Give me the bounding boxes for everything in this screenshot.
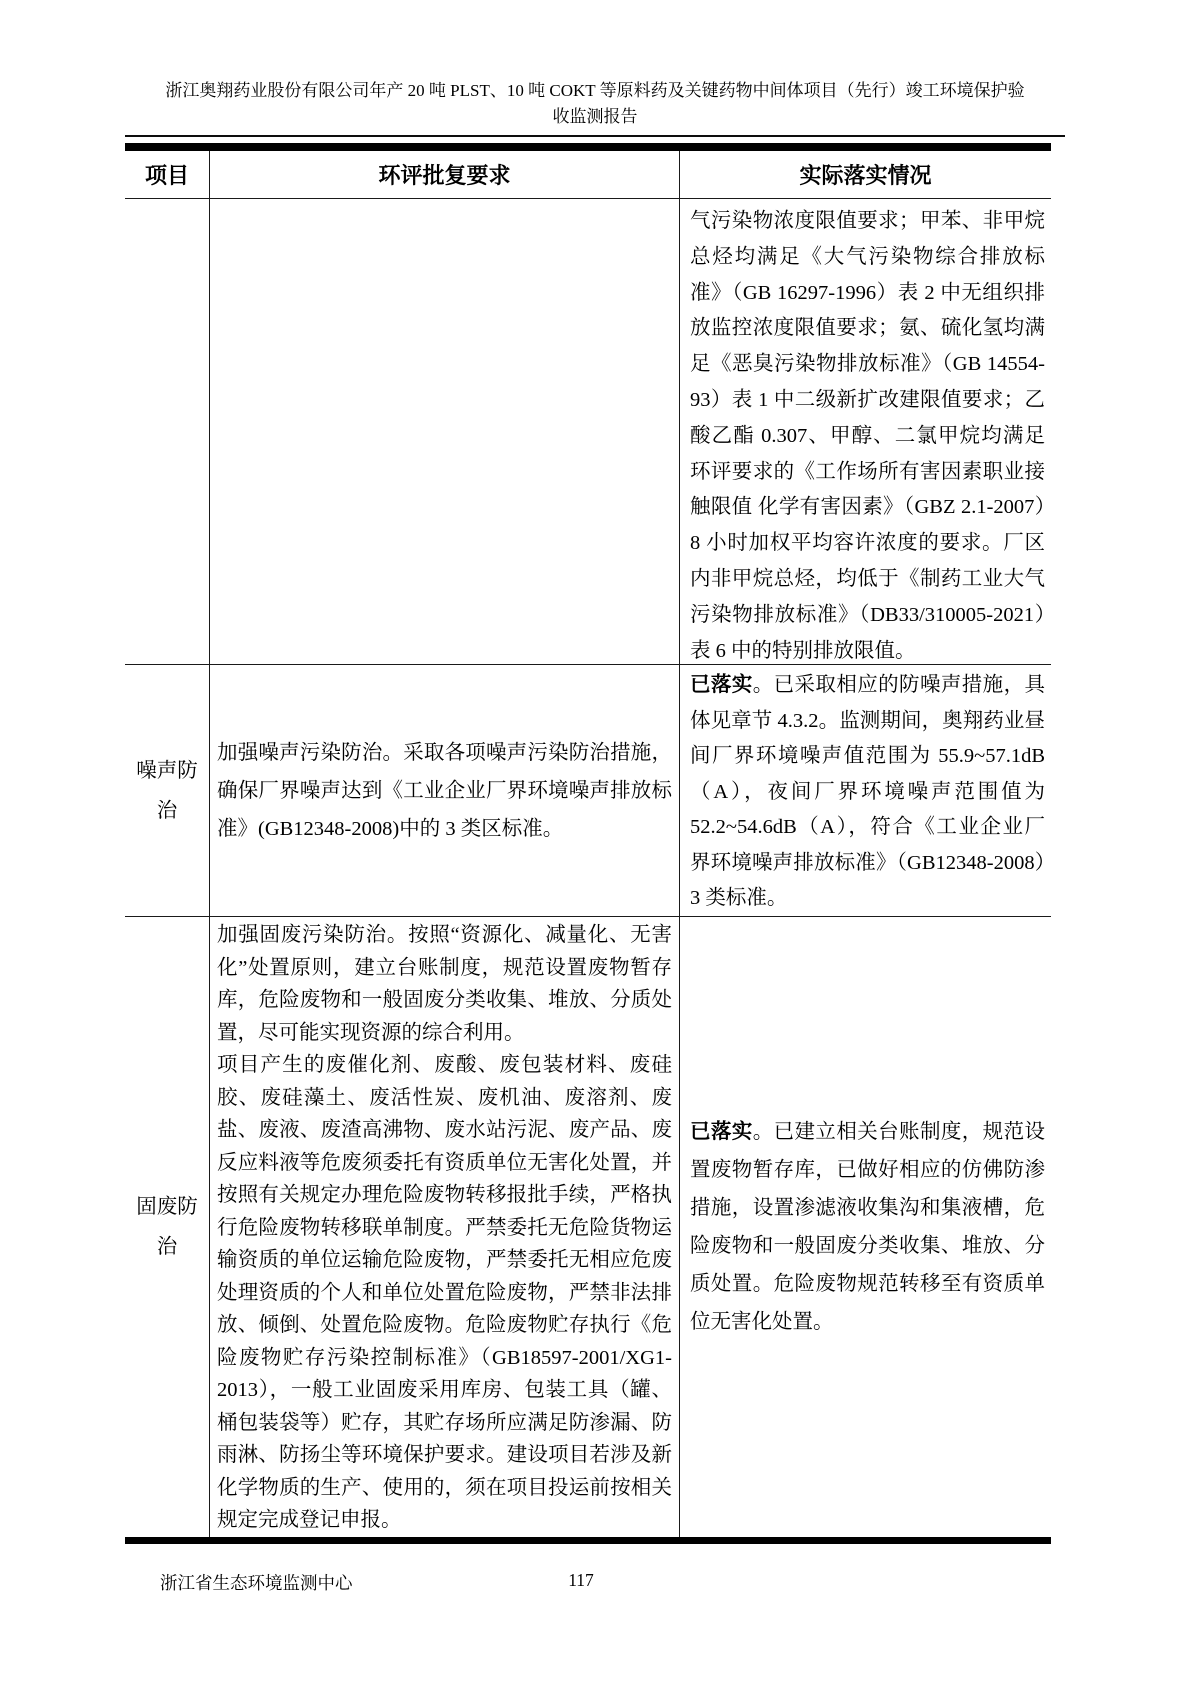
item-cell-noise bbox=[125, 665, 210, 916]
item-cell-solid-waste bbox=[125, 917, 210, 1537]
header-cell-item: 项目 bbox=[125, 151, 210, 198]
footer-organization: 浙江省生态环境监测中心 bbox=[160, 1573, 353, 1593]
solid-actual-text: 。已建立相关台账制度，规范设置废物暂存库，已做好相应的仿佛防渗措施，设置渗滤液收集沟和集液槽，危险废物和一般固废分类收集、堆放、分质处置。危险废物规范转移至有资质单位无害化处置。 bbox=[690, 1121, 1045, 1333]
page-header bbox=[125, 78, 1065, 130]
solid-requirement-paragraph2: 项目产生的废催化剂、废酸、废包装材料、废硅胶、废硅藻土、废活性炭、废机油、废溶剂、废盐、废液、废渣高沸物、废水站污泥、废产品、废反应料液等危废须委托有资质单位无害化处置，并按照有关规定办理危险废物转移报批手续，严格执行危险废物转移联单制度。严禁委托无危险货物运输资质的单位运输危险废物，严禁委托无相应危废处理资质的个人和单位处置危险废物，严禁非法排放、倾倒、处置危险废物。危险废物贮存执行《危险废物贮存污染控制标准》（GB18597-2001/XG1-2013），一般工业固废采用库房、包装工具（罐、桶包装袋等）贮存，其贮存场所应满足防渗漏、防雨淋、防扬尘等环境保护要求。建设项目若涉及新化学物质的生产、使用的，须在项目投运前按相关规定完成登记申报。 bbox=[217, 1054, 672, 1531]
header-cell-actual: 实际落实情况 bbox=[799, 163, 932, 188]
table-row-solid-waste bbox=[125, 917, 1051, 1537]
air-actual-text: 气污染物浓度限值要求；甲苯、非甲烷总烃均满足《大气污染物综合排放标准》（GB 16297-1996）表 2 中无组织排放监控浓度限值要求；氨、硫化氢均满足《恶臭污染物排放标准》（GB 14554-93）表 1 中二级新扩改建限值要求；乙酸乙酯 0.307、甲醇、二氯甲烷均满足环评要求的《工作场所有害因素职业接触限值 化学有害因素》（GBZ 2.1-2007）8 小时加权平均容许浓度的要求。厂区内非甲烷总烃，均低于《制药工业大气污染物排放标准》（DB33/310005-2021）表 6 中的特别排放限值。 bbox=[690, 210, 1045, 662]
report-title-line2: 收监测报告 bbox=[552, 107, 638, 126]
table-row-noise bbox=[125, 665, 1051, 917]
actual-cell-air bbox=[680, 199, 1051, 664]
item-label-solid-waste: 固废防治 bbox=[136, 1196, 198, 1258]
requirement-cell-noise bbox=[210, 665, 680, 916]
page-content bbox=[125, 0, 1065, 1594]
solid-requirement-paragraph1: 加强固废污染防治。按照“资源化、减量化、无害化”处置原则，建立台账制度，规范设置废物暂存库，危险废物和一般固废分类收集、堆放、分质处置，尽可能实现资源的综合利用。 bbox=[217, 924, 672, 1044]
noise-actual-text: 。已采取相应的防噪声措施，具体见章节 4.3.2。监测期间，奥翔药业昼间厂界环境噪声值范围为 55.9~57.1dB（A），夜间厂界环境噪声范围值为 52.2~54.6dB（A），符合《工业企业厂界环境噪声排放标准》（GB12348-2008）3 类标准。 bbox=[690, 674, 1045, 909]
solid-status-implemented: 已落实 bbox=[690, 1121, 753, 1143]
requirement-cell-solid-waste bbox=[210, 917, 680, 1537]
report-table bbox=[125, 143, 1051, 1544]
actual-cell-noise bbox=[680, 665, 1051, 916]
item-cell-empty bbox=[125, 199, 210, 664]
noise-status-implemented: 已落实 bbox=[690, 674, 753, 696]
page-footer bbox=[125, 1570, 1065, 1594]
header-cell-requirement: 环评批复要求 bbox=[210, 151, 680, 198]
table-row-air-continuation bbox=[125, 199, 1051, 665]
report-title-line1: 浙江奥翔药业股份有限公司年产 20 吨 PLST、10 吨 COKT 等原料药及关键药物中间体项目（先行）竣工环境保护验 bbox=[165, 81, 1025, 100]
table-header-row bbox=[125, 151, 1051, 199]
page-number: 117 bbox=[568, 1570, 594, 1590]
item-label-noise: 噪声防治 bbox=[136, 759, 198, 822]
header-divider-rule bbox=[125, 135, 1065, 137]
solid-actual-text-wrap bbox=[690, 1113, 1045, 1341]
requirement-cell-empty bbox=[210, 199, 680, 664]
actual-cell-solid-waste bbox=[680, 917, 1051, 1537]
noise-requirement-text: 加强噪声污染防治。采取各项噪声污染防治措施，确保厂界噪声达到《工业企业厂界环境噪声排放标准》(GB12348-2008)中的 3 类区标准。 bbox=[217, 741, 672, 840]
